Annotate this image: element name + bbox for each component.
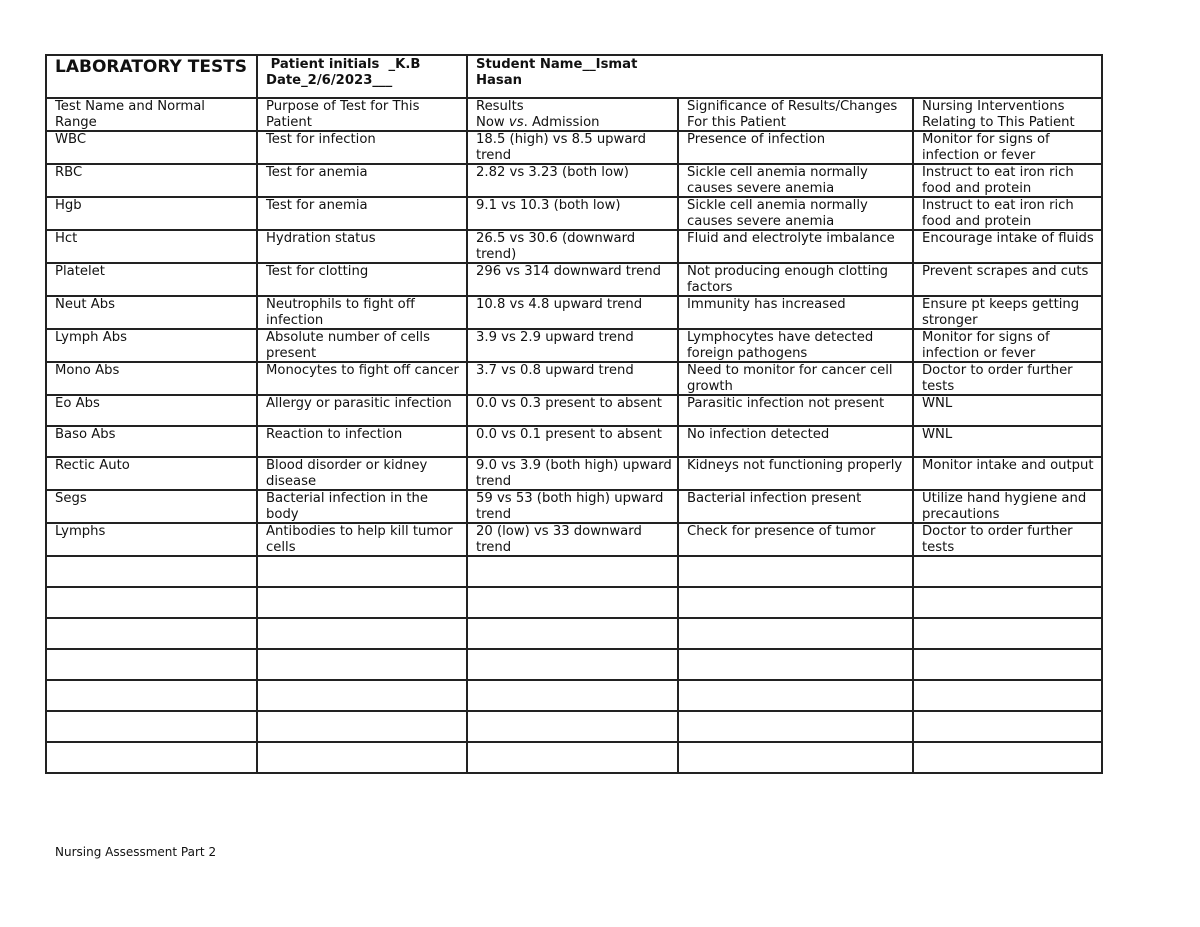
cell-test: RBC — [46, 164, 257, 197]
cell-results: 10.8 vs 4.8 upward trend — [467, 296, 678, 329]
empty-cell — [678, 556, 913, 587]
cell-test: Rectic Auto — [46, 457, 257, 490]
column-header-row — [46, 98, 1102, 131]
empty-cell — [257, 587, 467, 618]
empty-row — [46, 711, 1102, 742]
patient-initials: Patient initials _K.B — [266, 57, 421, 72]
col-header-interventions: Nursing Interventions Relating to This Patient — [913, 98, 1102, 131]
empty-cell — [46, 680, 257, 711]
empty-cell — [257, 711, 467, 742]
table-row — [46, 329, 1102, 362]
cell-test: Hct — [46, 230, 257, 263]
cell-significance: Sickle cell anemia normally causes severe anemia — [678, 164, 913, 197]
cell-purpose: Test for clotting — [257, 263, 467, 296]
cell-intervention: Utilize hand hygiene and precautions — [913, 490, 1102, 523]
cell-significance: Immunity has increased — [678, 296, 913, 329]
cell-purpose: Test for infection — [257, 131, 467, 164]
col-header-results — [467, 98, 678, 131]
empty-cell — [678, 742, 913, 773]
cell-results: 2.82 vs 3.23 (both low) — [467, 164, 678, 197]
cell-results: 0.0 vs 0.3 present to absent — [467, 395, 678, 426]
cell-purpose: Allergy or parasitic infection — [257, 395, 467, 426]
cell-significance: Bacterial infection present — [678, 490, 913, 523]
cell-test: WBC — [46, 131, 257, 164]
cell-test: Hgb — [46, 197, 257, 230]
cell-results: 18.5 (high) vs 8.5 upward trend — [467, 131, 678, 164]
empty-cell — [257, 556, 467, 587]
lab-tests-table — [45, 54, 1103, 774]
table-row — [46, 457, 1102, 490]
col-header-results-sub: Now vs. Admission — [476, 114, 600, 130]
empty-cell — [46, 587, 257, 618]
cell-test: Mono Abs — [46, 362, 257, 395]
cell-intervention: Doctor to order further tests — [913, 523, 1102, 556]
empty-cell — [257, 680, 467, 711]
patient-info-cell — [257, 55, 467, 98]
col-header-significance: Significance of Results/Changes For this Patient — [678, 98, 913, 131]
student-name: Student Name__Ismat — [476, 57, 638, 72]
empty-cell — [913, 680, 1102, 711]
cell-intervention: WNL — [913, 395, 1102, 426]
cell-test: Platelet — [46, 263, 257, 296]
page-title: LABORATORY TESTS — [55, 57, 248, 77]
header-row — [46, 55, 1102, 98]
empty-cell — [678, 587, 913, 618]
page-footer: Nursing Assessment Part 2 — [55, 845, 217, 859]
date-field: Date_2/6/2023___ — [266, 72, 393, 88]
cell-significance: Fluid and electrolyte imbalance — [678, 230, 913, 263]
empty-cell — [678, 618, 913, 649]
cell-results: 26.5 vs 30.6 (downward trend) — [467, 230, 678, 263]
cell-results: 59 vs 53 (both high) upward trend — [467, 490, 678, 523]
cell-significance: Sickle cell anemia normally causes severe anemia — [678, 197, 913, 230]
cell-purpose: Hydration status — [257, 230, 467, 263]
cell-test: Baso Abs — [46, 426, 257, 457]
empty-cell — [257, 649, 467, 680]
cell-intervention: Monitor for signs of infection or fever — [913, 329, 1102, 362]
cell-significance: Presence of infection — [678, 131, 913, 164]
table-row — [46, 164, 1102, 197]
col-header-purpose: Purpose of Test for This Patient — [257, 98, 467, 131]
empty-row — [46, 649, 1102, 680]
cell-purpose: Absolute number of cells present — [257, 329, 467, 362]
empty-cell — [46, 618, 257, 649]
col-header-test-name: Test Name and Normal Range — [46, 98, 257, 131]
empty-cell — [467, 556, 678, 587]
table-row — [46, 296, 1102, 329]
empty-cell — [467, 618, 678, 649]
table-row — [46, 131, 1102, 164]
cell-purpose: Bacterial infection in the body — [257, 490, 467, 523]
empty-cell — [46, 649, 257, 680]
cell-significance: Not producing enough clotting factors — [678, 263, 913, 296]
cell-results: 3.7 vs 0.8 upward trend — [467, 362, 678, 395]
cell-intervention: Monitor for signs of infection or fever — [913, 131, 1102, 164]
empty-cell — [913, 711, 1102, 742]
empty-cell — [467, 587, 678, 618]
cell-intervention: Encourage intake of fluids — [913, 230, 1102, 263]
cell-test: Eo Abs — [46, 395, 257, 426]
empty-cell — [46, 742, 257, 773]
empty-row — [46, 618, 1102, 649]
cell-results: 0.0 vs 0.1 present to absent — [467, 426, 678, 457]
empty-row — [46, 556, 1102, 587]
cell-significance: Kidneys not functioning properly — [678, 457, 913, 490]
cell-test: Neut Abs — [46, 296, 257, 329]
empty-cell — [678, 680, 913, 711]
cell-purpose: Antibodies to help kill tumor cells — [257, 523, 467, 556]
table-row — [46, 263, 1102, 296]
empty-cell — [257, 742, 467, 773]
cell-intervention: Doctor to order further tests — [913, 362, 1102, 395]
title-cell — [46, 55, 257, 98]
empty-cell — [913, 618, 1102, 649]
cell-purpose: Test for anemia — [257, 197, 467, 230]
empty-row — [46, 680, 1102, 711]
cell-results: 296 vs 314 downward trend — [467, 263, 678, 296]
empty-cell — [678, 649, 913, 680]
cell-results: 9.0 vs 3.9 (both high) upward trend — [467, 457, 678, 490]
empty-cell — [678, 711, 913, 742]
empty-cell — [467, 649, 678, 680]
cell-results: 9.1 vs 10.3 (both low) — [467, 197, 678, 230]
empty-row — [46, 742, 1102, 773]
cell-intervention: Monitor intake and output — [913, 457, 1102, 490]
cell-test: Lymphs — [46, 523, 257, 556]
table-row — [46, 490, 1102, 523]
cell-test: Segs — [46, 490, 257, 523]
cell-purpose: Reaction to infection — [257, 426, 467, 457]
cell-significance: Lymphocytes have detected foreign pathogens — [678, 329, 913, 362]
empty-cell — [46, 556, 257, 587]
empty-cell — [467, 742, 678, 773]
cell-purpose: Neutrophils to fight off infection — [257, 296, 467, 329]
cell-test: Lymph Abs — [46, 329, 257, 362]
cell-results: 3.9 vs 2.9 upward trend — [467, 329, 678, 362]
student-info-cell — [467, 55, 1102, 98]
empty-cell — [913, 587, 1102, 618]
cell-significance: Parasitic infection not present — [678, 395, 913, 426]
empty-cell — [913, 742, 1102, 773]
empty-row — [46, 587, 1102, 618]
empty-cell — [257, 618, 467, 649]
cell-purpose: Monocytes to fight off cancer — [257, 362, 467, 395]
cell-results: 20 (low) vs 33 downward trend — [467, 523, 678, 556]
table-row — [46, 362, 1102, 395]
cell-intervention: Instruct to eat iron rich food and protein — [913, 197, 1102, 230]
cell-intervention: Ensure pt keeps getting stronger — [913, 296, 1102, 329]
empty-cell — [467, 680, 678, 711]
table-row — [46, 523, 1102, 556]
cell-intervention: WNL — [913, 426, 1102, 457]
cell-purpose: Test for anemia — [257, 164, 467, 197]
empty-cell — [913, 649, 1102, 680]
cell-significance: Check for presence of tumor — [678, 523, 913, 556]
cell-purpose: Blood disorder or kidney disease — [257, 457, 467, 490]
cell-intervention: Prevent scrapes and cuts — [913, 263, 1102, 296]
table-row — [46, 197, 1102, 230]
empty-cell — [913, 556, 1102, 587]
empty-cell — [467, 711, 678, 742]
col-header-results-title: Results — [476, 99, 524, 114]
student-name-cont: Hasan — [476, 72, 523, 88]
table-row — [46, 395, 1102, 426]
cell-significance: Need to monitor for cancer cell growth — [678, 362, 913, 395]
table-row — [46, 230, 1102, 263]
cell-intervention: Instruct to eat iron rich food and protein — [913, 164, 1102, 197]
cell-significance: No infection detected — [678, 426, 913, 457]
empty-cell — [46, 711, 257, 742]
table-row — [46, 426, 1102, 457]
